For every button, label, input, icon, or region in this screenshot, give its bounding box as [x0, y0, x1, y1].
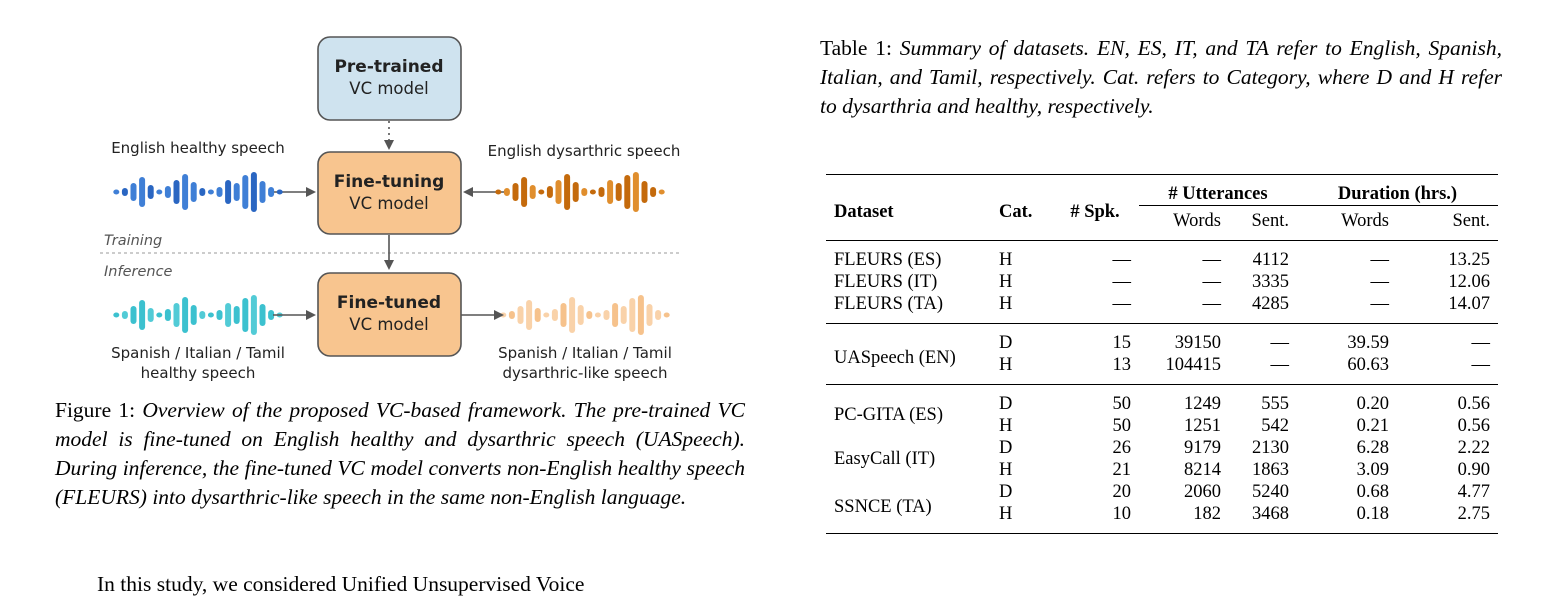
cell-dw: 3.09 [1356, 460, 1389, 480]
waveform-bar [234, 306, 240, 324]
header-category: Cat. [999, 201, 1033, 222]
label-source-line2: healthy speech [140, 364, 256, 382]
cell-spk: 10 [1112, 504, 1131, 524]
waveform-bar [156, 313, 162, 318]
cell-spk: — [1112, 272, 1131, 292]
waveform-bar [586, 311, 592, 319]
cell-dw: 0.18 [1356, 504, 1389, 524]
waveform-bar [182, 174, 188, 210]
waveform-bar [191, 182, 197, 202]
waveform-bar [217, 187, 223, 197]
waveform-bar [629, 298, 635, 332]
waveform-bar [122, 311, 128, 319]
waveform-bar [647, 304, 653, 326]
cell-dataset: EasyCall (IT) [834, 449, 936, 469]
cell-cat: D [999, 394, 1013, 414]
waveform-bar [156, 190, 162, 195]
waveform-bar [242, 298, 248, 332]
label-training: Training [104, 233, 163, 249]
cell-uw: — [1202, 272, 1221, 292]
waveform-bar [191, 305, 197, 325]
cell-cat: H [999, 355, 1013, 375]
cell-dw: — [1370, 250, 1389, 270]
cell-ds: 0.56 [1457, 394, 1490, 414]
waveform-bar [521, 177, 527, 207]
waveform-bar [612, 303, 618, 327]
cell-us: 4285 [1252, 294, 1289, 314]
cell-cat: H [999, 272, 1013, 292]
cell-dw: 0.21 [1356, 416, 1389, 436]
cell-uw: 9179 [1184, 438, 1221, 458]
cell-cat: H [999, 416, 1013, 436]
table-row [826, 437, 1498, 459]
cell-cat: H [999, 460, 1013, 480]
waveform-bar [234, 183, 240, 201]
waveform-bar [569, 297, 575, 333]
cell-cat: D [999, 482, 1013, 502]
waveform-bar [208, 190, 214, 195]
waveform-bar [225, 303, 231, 327]
waveform-bar [277, 190, 283, 195]
waveform-bar [581, 188, 587, 196]
waveform-bar [530, 185, 536, 199]
waveform-bar [650, 187, 656, 197]
waveform-bar [621, 306, 627, 324]
cell-spk: 50 [1112, 394, 1131, 414]
cell-ds: — [1471, 333, 1490, 353]
cell-dw: — [1370, 272, 1389, 292]
waveform-bar [547, 186, 553, 198]
waveform-bar [165, 186, 171, 198]
cell-uw: 2060 [1184, 482, 1221, 502]
waveform-bar [260, 181, 266, 203]
label-target-line1: Spanish / Italian / Tamil [498, 344, 672, 362]
figure-caption-label: Figure 1: [55, 398, 136, 422]
cell-spk: 21 [1112, 460, 1131, 480]
waveform-bar [225, 180, 231, 204]
waveform-bar [535, 308, 541, 322]
subheader-words: Words [1173, 211, 1221, 231]
waveform-bar [595, 313, 601, 318]
table-row [826, 385, 1498, 416]
waveform-bar [616, 183, 622, 201]
waveform-bar [242, 175, 248, 209]
cell-dw: 6.28 [1356, 438, 1389, 458]
table-caption [820, 34, 1502, 121]
cell-ds: 4.77 [1457, 482, 1490, 502]
waveform-bar [526, 300, 532, 330]
waveform-bar [564, 174, 570, 210]
cell-spk: 15 [1112, 333, 1131, 353]
figure-caption [55, 396, 745, 512]
waveform-bar [182, 297, 188, 333]
cell-ds: 0.56 [1457, 416, 1490, 436]
cell-cat: D [999, 438, 1013, 458]
waveform-bar [538, 190, 544, 195]
cell-uw: 104415 [1165, 355, 1221, 375]
cell-dataset: PC-GITA (ES) [834, 405, 944, 425]
table-row [826, 293, 1498, 324]
cell-uw: — [1202, 294, 1221, 314]
waveform-bar [148, 185, 154, 199]
waveform-bar [208, 313, 214, 318]
source-healthy-waveform-icon [113, 295, 282, 335]
cell-cat: D [999, 333, 1013, 353]
cell-us: 555 [1261, 394, 1289, 414]
cell-us: 2130 [1252, 438, 1289, 458]
table-body [826, 241, 1498, 534]
finetuned-title: Fine-tuned [336, 293, 442, 313]
label-inference: Inference [104, 264, 173, 280]
cell-dw: — [1370, 294, 1389, 314]
cell-us: 1863 [1252, 460, 1289, 480]
english-dysarthric-waveform-icon [495, 172, 664, 212]
waveform-bar [131, 306, 137, 324]
subheader-sent: Sent. [1251, 211, 1289, 231]
waveform-bar [131, 183, 137, 201]
waveform-bar [599, 187, 605, 197]
cell-uw: 39150 [1174, 333, 1221, 353]
waveform-bar [251, 172, 257, 212]
cell-dw: 60.63 [1347, 355, 1389, 375]
cell-ds: 13.25 [1448, 250, 1490, 270]
cell-us: — [1270, 333, 1289, 353]
table-row [826, 324, 1498, 355]
cell-uw: 182 [1193, 504, 1221, 524]
waveform-bar [624, 175, 630, 209]
english-healthy-waveform-icon [113, 172, 282, 212]
waveform-bar [199, 188, 205, 196]
cell-dataset: FLEURS (IT) [834, 272, 938, 292]
cell-uw: 1251 [1184, 416, 1221, 436]
cell-spk: — [1112, 294, 1131, 314]
cell-dw: 0.20 [1356, 394, 1389, 414]
waveform-bar [139, 177, 145, 207]
waveform-bar [513, 183, 519, 201]
cell-dataset: FLEURS (ES) [834, 250, 942, 270]
cell-ds: 2.22 [1457, 438, 1490, 458]
waveform-bar [578, 305, 584, 325]
body-paragraph: In this study, we considered Unified Unsupervised Voice [97, 572, 585, 596]
cell-ds: 14.07 [1448, 294, 1490, 314]
waveform-bar [590, 190, 596, 195]
waveform-bar [113, 190, 119, 195]
header-speakers: # Spk. [1070, 201, 1120, 222]
table-row [826, 241, 1498, 272]
table-caption-text: Summary of datasets. EN, ES, IT, and TA refer to English, Spanish, Italian, and Tamil, respectively. Cat. refers to Category, where D and H refer to dysarthria and healthy, respectively. [820, 36, 1502, 118]
waveform-bar [561, 303, 567, 327]
waveform-bar [642, 181, 648, 203]
cell-spk: 50 [1112, 416, 1131, 436]
header-dataset: Dataset [834, 201, 894, 222]
waveform-bar [607, 180, 613, 204]
framework-figure [0, 0, 760, 392]
cell-cat: H [999, 294, 1013, 314]
figure-caption-text: Overview of the proposed VC-based framework. The pre-trained VC model is fine-tuned on English healthy and dysarthric speech (UASpeech). During inference, the fine-tuned VC model converts non-English healthy speech (FLEURS) into dysarthric-like speech in the same non-English language. [55, 398, 746, 509]
table-caption-label: Table 1: [820, 36, 892, 60]
cell-spk: 26 [1112, 438, 1131, 458]
cell-dataset: FLEURS (TA) [834, 294, 944, 314]
cell-spk: — [1112, 250, 1131, 270]
cell-us: 5240 [1252, 482, 1289, 502]
cell-us: 3468 [1252, 504, 1289, 524]
table-row [826, 481, 1498, 503]
cell-ds: 2.75 [1457, 504, 1490, 524]
cell-dataset: UASpeech (EN) [834, 348, 956, 368]
cell-dw: 39.59 [1347, 333, 1389, 353]
waveform-bar [139, 300, 145, 330]
cell-spk: 13 [1112, 355, 1131, 375]
pretrained-title: Pre-trained [334, 57, 444, 77]
waveform-bar [659, 190, 665, 195]
waveform-bar [122, 188, 128, 196]
cell-uw: — [1202, 250, 1221, 270]
finetuning-sub: VC model [349, 194, 429, 213]
waveform-bar [251, 295, 257, 335]
waveform-bar [664, 313, 670, 318]
finetuning-title: Fine-tuning [333, 172, 445, 192]
pretrained-sub: VC model [349, 79, 429, 98]
waveform-bar [495, 190, 501, 195]
waveform-bar [633, 172, 639, 212]
cell-ds: — [1471, 355, 1490, 375]
cell-uw: 8214 [1184, 460, 1221, 480]
header-duration: Duration (hrs.) [1297, 175, 1498, 206]
cell-spk: 20 [1112, 482, 1131, 502]
waveform-bar [148, 308, 154, 322]
waveform-bar [199, 311, 205, 319]
waveform-bar [268, 187, 274, 197]
cell-ds: 0.90 [1457, 460, 1490, 480]
waveform-bar [504, 188, 510, 196]
cell-uw: 1249 [1184, 394, 1221, 414]
waveform-bar [556, 180, 562, 204]
cell-us: 542 [1261, 416, 1289, 436]
table-row [826, 271, 1498, 293]
label-english-dysarthric: English dysarthric speech [487, 142, 681, 160]
waveform-bar [604, 310, 610, 320]
waveform-bar [518, 306, 524, 324]
waveform-bar [638, 295, 644, 335]
cell-ds: 12.06 [1448, 272, 1490, 292]
waveform-bar [165, 309, 171, 321]
dysarthric-like-waveform-icon [500, 295, 669, 335]
waveform-bar [655, 310, 661, 320]
subheader-words-duration: Words [1341, 211, 1389, 231]
subheader-sent-duration: Sent. [1452, 211, 1490, 231]
header-utterances: # Utterances [1139, 175, 1297, 206]
datasets-table [826, 174, 1498, 534]
finetuned-sub: VC model [349, 315, 429, 334]
cell-us: — [1270, 355, 1289, 375]
waveform-bar [174, 303, 180, 327]
finetuning-vc-box [318, 152, 461, 234]
waveform-bar [543, 313, 549, 318]
waveform-bar [552, 309, 558, 321]
waveform-bar [174, 180, 180, 204]
waveform-bar [509, 311, 515, 319]
cell-cat: H [999, 504, 1013, 524]
cell-cat: H [999, 250, 1013, 270]
cell-us: 3335 [1252, 272, 1289, 292]
waveform-bar [260, 304, 266, 326]
waveform-bar [217, 310, 223, 320]
cell-us: 4112 [1252, 250, 1289, 270]
label-target-line2: dysarthric-like speech [502, 364, 668, 382]
waveform-bar [113, 313, 119, 318]
waveform-bar [573, 182, 579, 202]
label-source-line1: Spanish / Italian / Tamil [111, 344, 285, 362]
cell-dw: 0.68 [1356, 482, 1389, 502]
label-english-healthy: English healthy speech [111, 139, 285, 157]
cell-dataset: SSNCE (TA) [834, 497, 932, 517]
